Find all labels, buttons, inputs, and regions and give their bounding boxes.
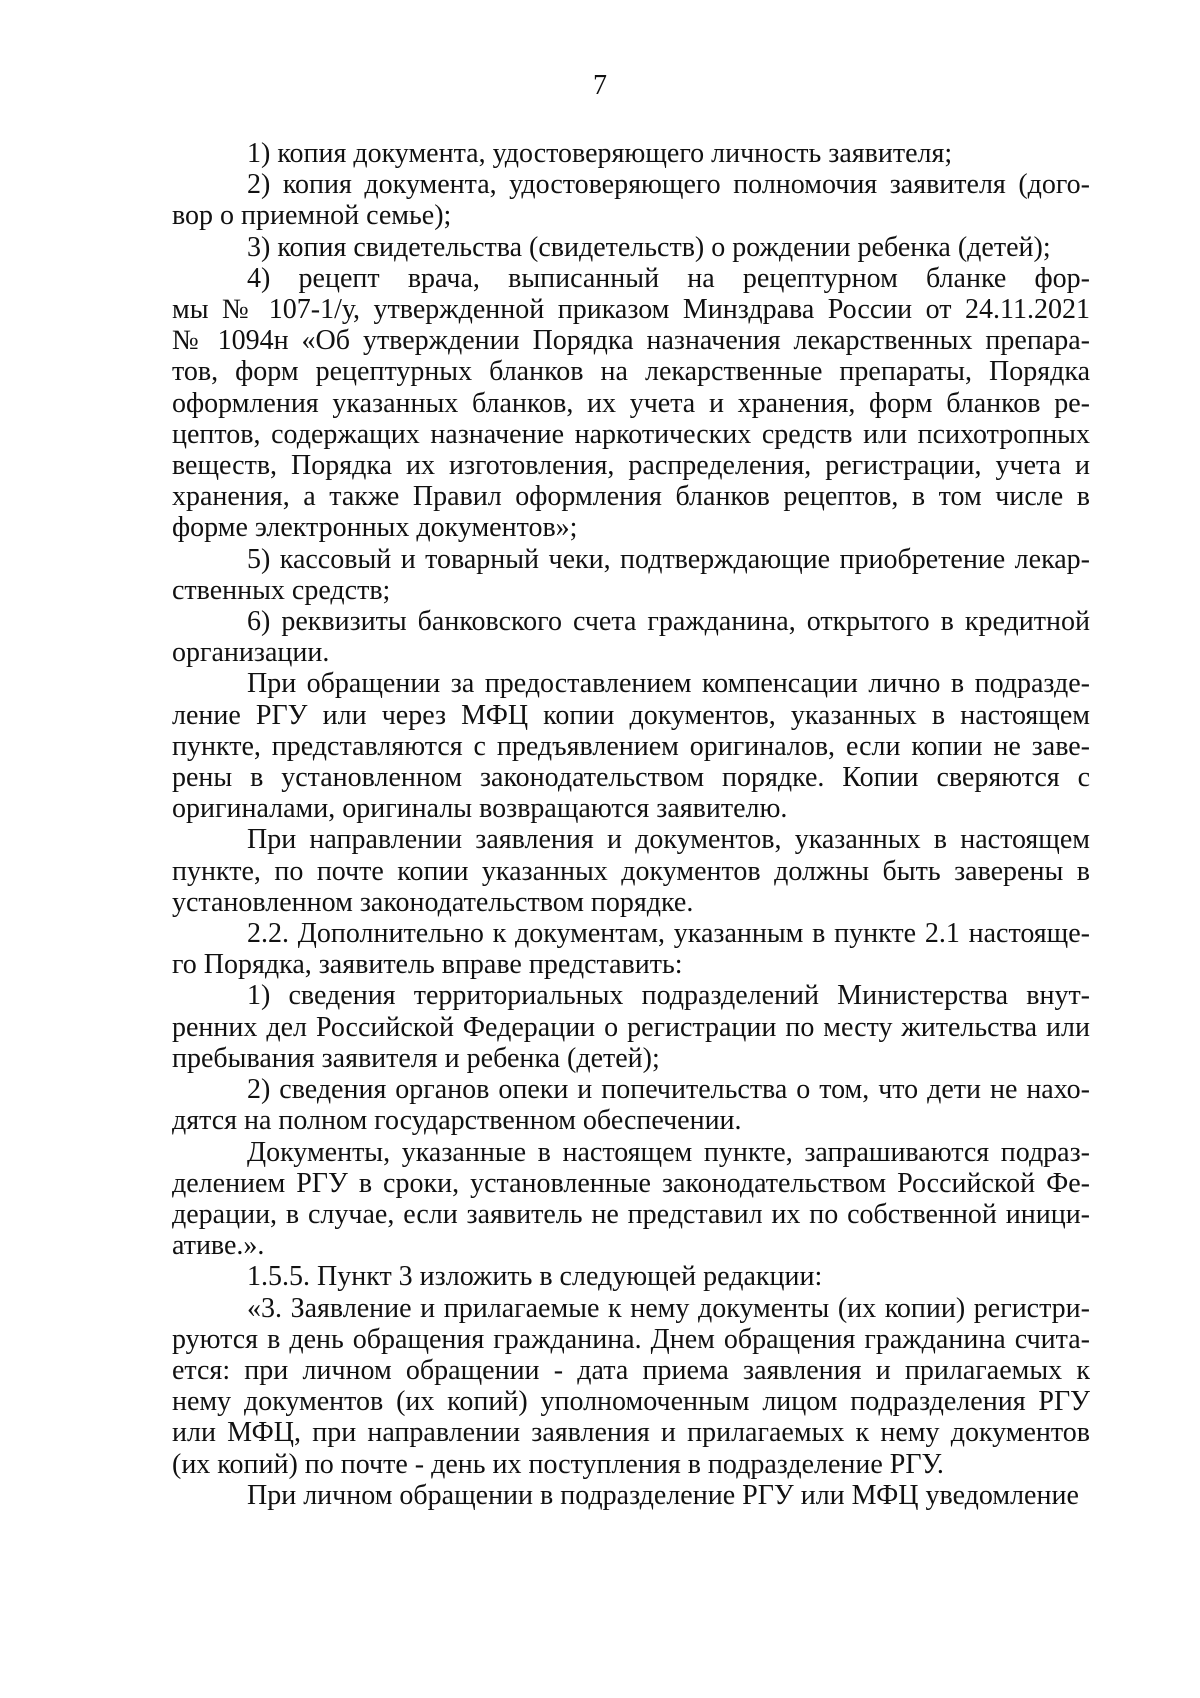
text-line: 5) кассовый и товарный чеки, подтверждающие приобретение лекар- bbox=[247, 543, 1090, 575]
paragraph bbox=[172, 1480, 1090, 1511]
paragraph bbox=[172, 918, 1090, 980]
text-line: 2) копия документа, удостоверяющего полномочия заявителя (дого- bbox=[247, 169, 1090, 201]
text-line: дятся на полном государственном обеспечении. bbox=[172, 1105, 742, 1137]
text-line: 3) копия свидетельства (свидетельств) о рождении ребенка (детей); bbox=[247, 231, 1051, 263]
paragraph bbox=[172, 1261, 1090, 1292]
text-line: рены в установленном законодательством порядке. Копии сверяются с bbox=[172, 762, 1090, 794]
text-line: 4) рецепт врача, выписанный на рецептурном бланке фор- bbox=[247, 262, 1090, 294]
page-number: 7 bbox=[593, 70, 607, 101]
paragraph bbox=[172, 980, 1090, 1074]
text-line: тов, форм рецептурных бланков на лекарственные препараты, Порядка bbox=[172, 356, 1090, 388]
text-line: дерации, в случае, если заявитель не представил их по собственной иници- bbox=[172, 1198, 1090, 1230]
document-body bbox=[172, 138, 1090, 1511]
text-line: 2.2. Дополнительно к документам, указанным в пункте 2.1 настояще- bbox=[247, 918, 1090, 950]
text-line: (их копий) по почте - день их поступления в подразделение РГУ. bbox=[172, 1448, 944, 1480]
paragraph bbox=[172, 1074, 1090, 1136]
text-line: При направлении заявления и документов, указанных в настоящем bbox=[247, 824, 1090, 856]
text-line: го Порядка, заявитель вправе представить: bbox=[172, 949, 683, 981]
text-line: ренних дел Российской Федерации о регистрации по месту жительства или bbox=[172, 1011, 1090, 1043]
text-line: нему документов (их копий) уполномоченным лицом подразделения РГУ bbox=[172, 1386, 1090, 1418]
text-line: мы № 107-1/у, утвержденной приказом Минздрава России от 24.11.2021 bbox=[172, 294, 1090, 326]
text-line: хранения, а также Правил оформления бланков рецептов, в том числе в bbox=[172, 481, 1090, 513]
text-line: установленном законодательством порядке. bbox=[172, 886, 694, 918]
paragraph bbox=[172, 824, 1090, 918]
paragraph bbox=[172, 668, 1090, 824]
text-line: руются в день обращения гражданина. Днем обращения гражданина счита- bbox=[172, 1323, 1090, 1355]
text-line: Документы, указанные в настоящем пункте, запрашиваются подраз- bbox=[247, 1136, 1090, 1168]
paragraph bbox=[172, 232, 1090, 263]
paragraph bbox=[172, 1293, 1090, 1480]
paragraph bbox=[172, 1137, 1090, 1262]
text-line: 1) копия документа, удостоверяющего личность заявителя; bbox=[247, 138, 953, 169]
text-line: оригиналами, оригиналы возвращаются заявителю. bbox=[172, 793, 788, 825]
text-line: форме электронных документов»; bbox=[172, 512, 578, 544]
text-line: 1.5.5. Пункт 3 изложить в следующей редакции: bbox=[247, 1261, 823, 1293]
text-line: «3. Заявление и прилагаемые к нему документы (их копии) регистри- bbox=[247, 1292, 1090, 1324]
text-line: пункте, по почте копии указанных документов должны быть заверены в bbox=[172, 855, 1090, 887]
text-line: веществ, Порядка их изготовления, распределения, регистрации, учета и bbox=[172, 450, 1090, 482]
paragraph bbox=[172, 169, 1090, 231]
text-line: пребывания заявителя и ребенка (детей); bbox=[172, 1042, 660, 1074]
text-line: ственных средств; bbox=[172, 574, 391, 606]
text-line: При обращении за предоставлением компенсации лично в подразде- bbox=[247, 668, 1090, 700]
text-line: организации. bbox=[172, 637, 330, 669]
text-line: оформления указанных бланков, их учета и хранения, форм бланков ре- bbox=[172, 387, 1090, 419]
paragraph bbox=[172, 544, 1090, 606]
paragraph bbox=[172, 606, 1090, 668]
paragraph bbox=[172, 263, 1090, 544]
text-line: ление РГУ или через МФЦ копии документов, указанных в настоящем bbox=[172, 699, 1090, 731]
text-line: делением РГУ в сроки, установленные законодательством Российской Фе- bbox=[172, 1167, 1090, 1199]
text-line: 6) реквизиты банковского счета гражданина, открытого в кредитной bbox=[247, 606, 1090, 638]
text-line: № 1094н «Об утверждении Порядка назначения лекарственных препара- bbox=[172, 325, 1090, 357]
text-line: цептов, содержащих назначение наркотических средств или психотропных bbox=[172, 418, 1090, 450]
text-line: пункте, представляются с предъявлением оригиналов, если копии не заве- bbox=[172, 730, 1090, 762]
text-line: ативе.». bbox=[172, 1230, 265, 1262]
text-line: 2) сведения органов опеки и попечительства о том, что дети не нахо- bbox=[247, 1074, 1090, 1106]
text-line: или МФЦ, при направлении заявления и прилагаемых к нему документов bbox=[172, 1417, 1090, 1449]
text-line: При личном обращении в подразделение РГУ или МФЦ уведомление bbox=[247, 1479, 1079, 1511]
text-line: ется: при личном обращении - дата приема заявления и прилагаемых к bbox=[172, 1354, 1090, 1386]
text-line: 1) сведения территориальных подразделений Министерства внут- bbox=[247, 980, 1090, 1012]
paragraph bbox=[172, 138, 1090, 169]
text-line: вор о приемной семье); bbox=[172, 200, 452, 232]
